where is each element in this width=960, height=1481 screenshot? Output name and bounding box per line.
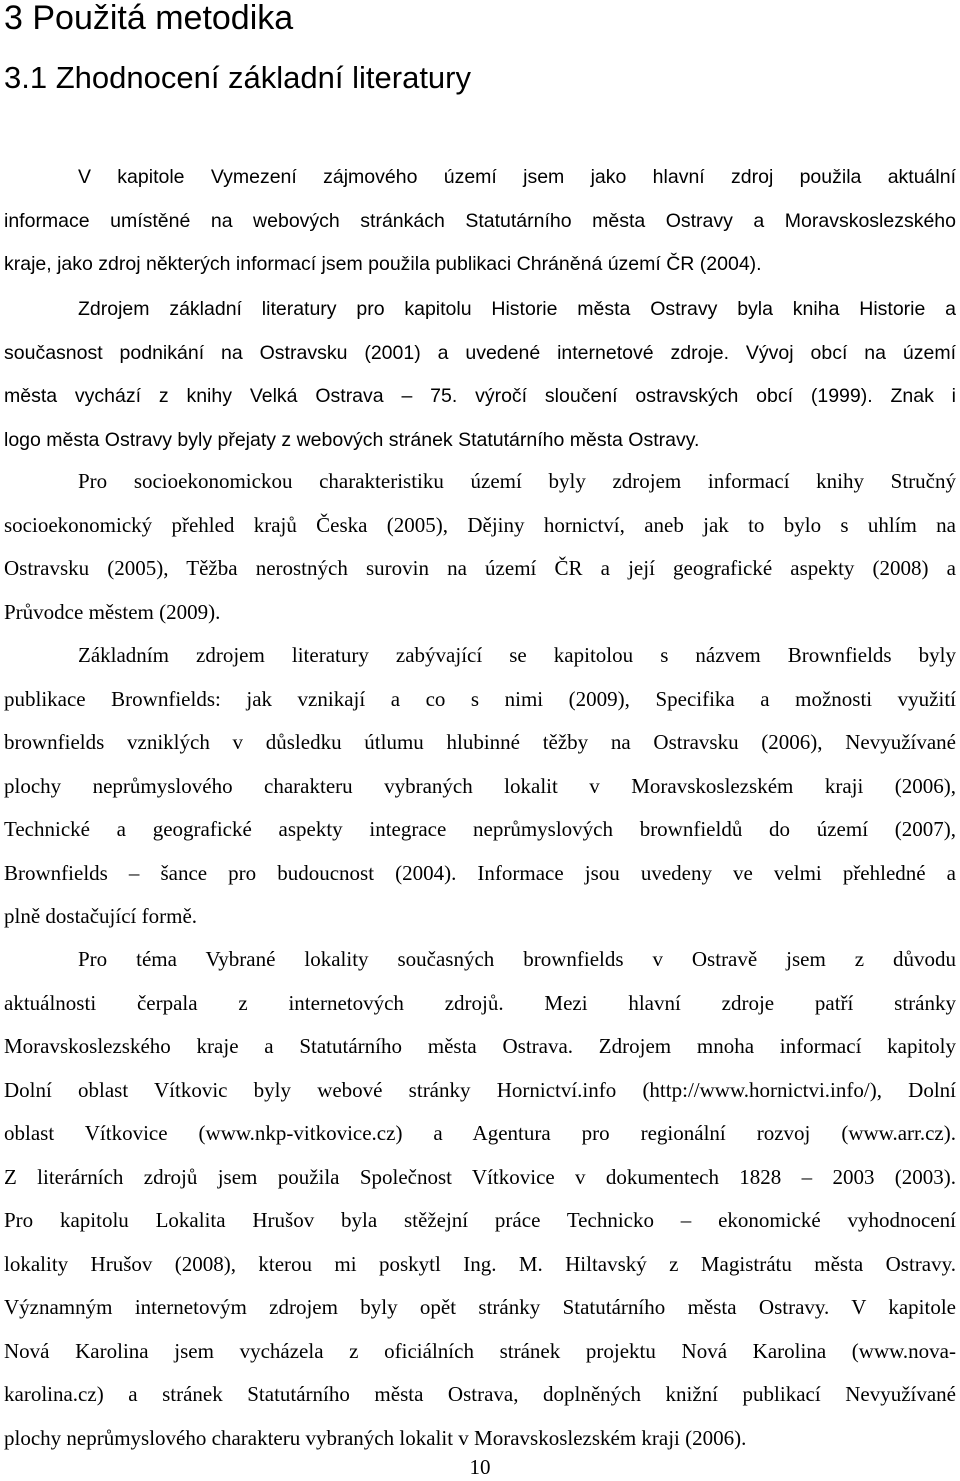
paragraph-line: Pro téma Vybrané lokality současných brownfields v Ostravě jsem z důvodu (78, 947, 956, 971)
paragraph-line: Ostravsku (2005), Těžba nerostných surovin na území ČR a její geografické aspekty (2008) a (4, 556, 956, 580)
paragraph-line: plně dostačující formě. (4, 904, 198, 928)
paragraph-line: města vychází z knihy Velká Ostrava – 75. výročí sloučení ostravských obcí (1999). Znak i (4, 385, 956, 407)
section-heading: 3.1 Zhodnocení základní literatury (4, 60, 471, 95)
paragraph-line: plochy neprůmyslového charakteru vybraných lokalit v Moravskoslezském kraji (2006), (4, 773, 956, 798)
paragraph-2 (4, 288, 956, 462)
paragraph-5 (4, 938, 956, 1460)
chapter-heading: 3 Použitá metodika (4, 0, 294, 37)
paragraph-line: Průvodce městem (2009). (4, 599, 221, 624)
paragraph-line: V kapitole Vymezení zájmového území jsem jako hlavní zdroj použila aktuální (78, 166, 956, 188)
paragraph-line: Z literárních zdrojů jsem použila Společnost Vítkovice v dokumentech 1828 – 2003 (2003). (4, 1164, 956, 1189)
paragraph-line: Pro kapitolu Lokalita Hrušov byla stěžejní práce Technicko – ekonomické vyhodnocení (4, 1208, 956, 1232)
page-number: 10 (469, 1455, 491, 1479)
paragraph-line: Moravskoslezského kraje a Statutárního města Ostrava. Zdrojem mnoha informací kapitoly (4, 1034, 956, 1058)
paragraph-line: Pro socioekonomickou charakteristiku území byly zdrojem informací knihy Stručný (78, 469, 956, 493)
paragraph-3 (4, 460, 956, 634)
paragraph-line: socioekonomický přehled krajů Česka (2005), Dějiny hornictví, aneb jak to bylo s uhlím na (4, 512, 956, 537)
paragraph-line: karolina.cz) a stránek Statutárního města Ostrava, doplněných knižní publikací Nevyužívané (4, 1382, 956, 1406)
paragraph-line: aktuálnosti čerpala z internetových zdrojů. Mezi hlavní zdroje patří stránky (4, 990, 956, 1015)
paragraph-line: Technické a geografické aspekty integrace neprůmyslových brownfieldů do území (2007), (4, 817, 956, 841)
paragraph-line: Základním zdrojem literatury zabývající se kapitolou s názvem Brownfields byly (78, 643, 956, 667)
paragraph-line: oblast Vítkovice (www.nkp-vitkovice.cz) a Agentura pro regionální rozvoj (www.arr.cz). (4, 1121, 956, 1145)
paragraph-line: logo města Ostravy byly přejaty z webových stránek Statutárního města Ostravy. (4, 428, 700, 451)
paragraph-1 (4, 156, 956, 287)
paragraph-line: brownfields vzniklých v důsledku útlumu hlubinné těžby na Ostravsku (2006), Nevyužívané (4, 730, 956, 754)
paragraph-line: plochy neprůmyslového charakteru vybraných lokalit v Moravskoslezském kraji (2006). (4, 1425, 747, 1450)
paragraph-line: Zdrojem základní literatury pro kapitolu Historie města Ostravy byla kniha Historie a (78, 298, 956, 320)
paragraph-line: Nová Karolina jsem vycházela z oficiálních stránek projektu Nová Karolina (www.nova- (4, 1338, 956, 1363)
paragraph-line: lokality Hrušov (2008), kterou mi poskytl Ing. M. Hiltavský z Magistrátu města Ostravy. (4, 1251, 956, 1276)
paragraph-line: publikace Brownfields: jak vznikají a co s nimi (2009), Specifika a možnosti využití (4, 686, 956, 711)
paragraph-line: současnost podnikání na Ostravsku (2001) a uvedené internetové zdroje. Vývoj obcí na území (4, 341, 956, 364)
paragraph-4 (4, 634, 956, 939)
paragraph-line: Brownfields – šance pro budoucnost (2004). Informace jsou uvedeny ve velmi přehledné a (4, 860, 956, 885)
paragraph-line: kraje, jako zdroj některých informací jsem použila publikaci Chráněná území ČR (2004). (4, 253, 762, 275)
paragraph-line: Významným internetovým zdrojem byly opět stránky Statutárního města Ostravy. V kapitole (4, 1295, 956, 1319)
paragraph-line: Dolní oblast Vítkovic byly webové stránky Hornictví.info (http://www.hornictvi.info/), Dolní (4, 1077, 956, 1102)
paragraph-line: informace umístěné na webových stránkách Statutárního města Ostravy a Moravskoslezského (4, 209, 956, 232)
